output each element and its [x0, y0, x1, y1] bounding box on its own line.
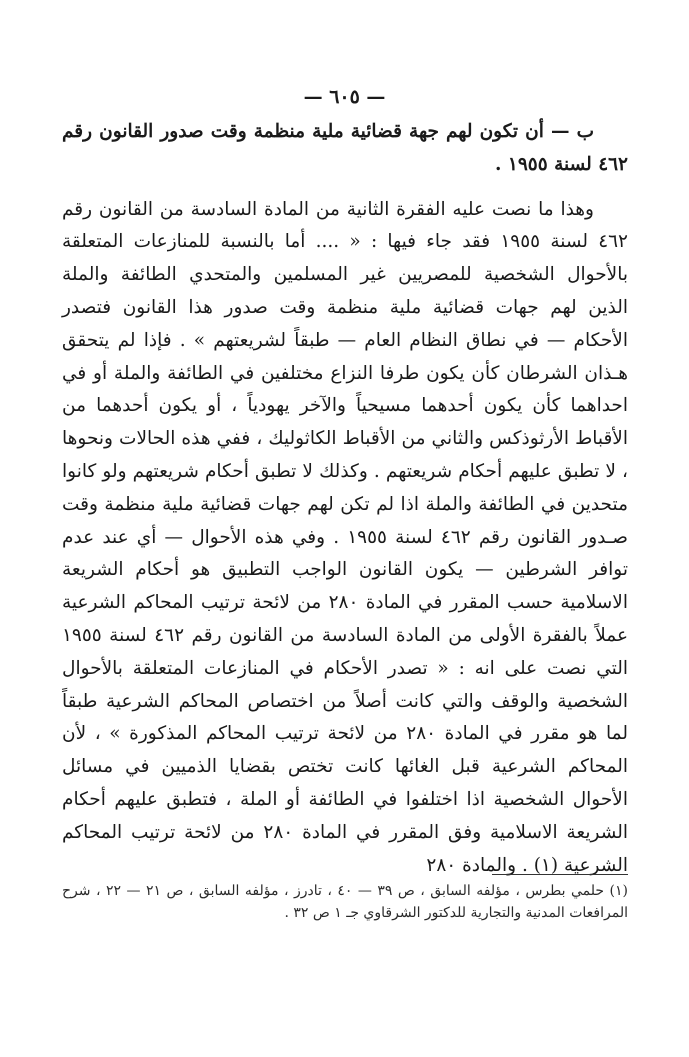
footnote-divider: [492, 874, 628, 875]
footnote: (١) حلمي بطرس ، مؤلفه السابق ، ص ٣٩ — ٤٠ ، تادرز ، مؤلفه السابق ، ص ٢١ — ٢٢ ، شرح المرافعات المدنية والتجارية للدكتور الشرقاوي جـ ١ ص ٣٢ .: [62, 883, 629, 921]
paragraph-main: وهذا ما نصت عليه الفقرة الثانية من المادة السادسة من القانون رقم ٤٦٢ لسنة ١٩٥٥ فقد جاء فيها : « .... أما بالنسبة للمنازعات المتعلقة بالأحوال الشخصية للمصريين غير المسلمين والمتحدي الطائفة والملة الذين لهم جهات قضائية ملية منظمة وقت صدور هذا القانون فتصدر الأحكام — في نطاق النظام العام — طبقاً لشريعتهم » . فإذا لم يتحقق هـذان الشرطان كأن يكون طرفا النزاع مختلفين في الطائفة والملة أو في احداهما كأن يكون أحدهما مسيحياً والآخر يهودياً ، أو يكون أحدهما من الأقباط الأرثوذكس والثاني من الأقباط الكاثوليك ، ففي هذه الحالات ونحوها ، لا تطبق عليهم أحكام شريعتهم . وكذلك لا تطبق أحكام شريعتهم ولو كانوا متحدين في الطائفة والملة اذا لم تكن لهم جهات قضائية ملية منظمة وقت صـدور القانون رقم ٤٦٢ لسنة ١٩٥٥ . وفي هذه الأحوال — أي عند عدم توافر الشرطين — يكون القانون الواجب التطبيق هو أحكام الشريعة الاسلامية حسب المقرر في المادة ٢٨٠ من لائحة ترتيب المحاكم الشرعية عملاً بالفقرة الأولى من المادة السادسة من القانون رقم ٤٦٢ لسنة ١٩٥٥ التي نصت على انه : « تصدر الأحكام في المنازعات المتعلقة بالأحوال الشخصية والوقف والتي كانت أصلاً من اختصاص المحاكم الشرعية طبقاً لما هو مقرر في المادة ٢٨٠ من لائحة ترتيب المحاكم المذكورة » ، لأن المحاكم الشرعية قبل الغائها كانت تختص بقضايا الذميين في مسائل الأحوال الشخصية اذا اختلفوا في الطائفة أو الملة ، فتطبق عليهم أحكام الشريعة الاسلامية وفق المقرر في المادة ٢٨٠ من لائحة ترتيب المحاكم الشرعية (١) . والمادة ٢٨٠: [62, 198, 629, 876]
paragraph-condition-b: ب — أن تكون لهم جهة قضائية ملية منظمة وقت صدور القانون رقم ٤٦٢ لسنة ١٩٥٥ .: [62, 121, 628, 175]
page-number: — ٦٠٥ —: [303, 86, 386, 108]
body-text: [62, 116, 628, 882]
